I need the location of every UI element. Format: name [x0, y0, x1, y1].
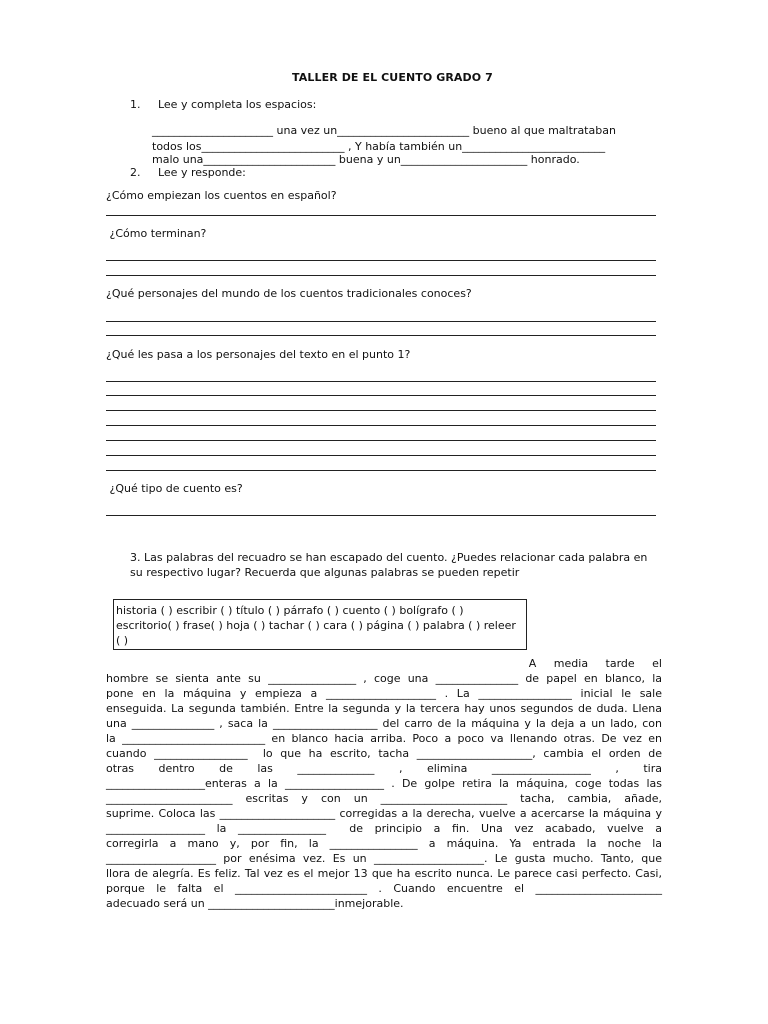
story-line: A media tarde el — [528, 657, 662, 670]
story-line: una _______________ , saca la ___________________ del carro de la máquina y la deja a un lado, con — [106, 717, 662, 730]
q1-fill-line-1: ______________________ una vez un________________________ bueno al que maltrataban — [152, 124, 616, 137]
answer-line — [106, 215, 656, 216]
story-line: porque le falta el ________________________ . Cuando encuentre el _______________________ — [106, 882, 662, 895]
story-line: suprime. Coloca las _____________________ corregidas a la derecha, vuelve a acercarse la máquina y — [106, 807, 662, 820]
answer-line — [106, 321, 656, 322]
story-line: __________________enteras a la __________________ . De golpe retira la máquina, coge todas las — [106, 777, 662, 790]
story-line: cuando _________________ lo que ha escrito, tacha _____________________, cambia el orden de — [106, 747, 662, 760]
answer-line — [106, 335, 656, 336]
story-line: la __________________________ en blanco hacia arriba. Poco a poco va llenando otras. De vez en — [106, 732, 662, 745]
word-box-underline — [113, 649, 223, 650]
story-line: __________________ la ________________ de principio a fin. Una vez acabado, vuelve a — [106, 822, 662, 835]
story-line: enseguida. La segunda también. Entre la segunda y la tercera hay unos segundos de duda. Llena — [106, 702, 662, 715]
story-line: otras dentro de las ______________ , elimina __________________ , tira — [106, 762, 662, 775]
q2-question-1: ¿Cómo empiezan los cuentos en español? — [106, 189, 337, 202]
answer-line — [106, 425, 656, 426]
story-line: _______________________ escritas y con un _______________________ tacha, cambia, añade, — [106, 792, 662, 805]
answer-line — [106, 470, 656, 471]
story-line: corregirla a mano y, por fin, la ________________ a máquina. Ya entrada la noche la — [106, 837, 662, 850]
answer-line — [106, 410, 656, 411]
question-3-heading: 3. Las palabras del recuadro se han escapado del cuento. ¿Puedes relacionar cada palabra en su respectivo lugar? Recuerda que algunas palabras se pueden repetir — [130, 551, 648, 579]
story-line: ____________________ por enésima vez. Es un ____________________. Le gusta mucho. Tanto, que — [106, 852, 662, 865]
story-line: adecuado será un _______________________inmejorable. — [106, 897, 404, 910]
story-text — [106, 656, 662, 911]
answer-line — [106, 260, 656, 261]
q2-question-5: ¿Qué tipo de cuento es? — [106, 482, 243, 495]
q2-question-4: ¿Qué les pasa a los personajes del texto en el punto 1? — [106, 348, 411, 361]
story-line: llora de alegría. Es feliz. Tal vez es el mejor 13 que ha escrito nunca. Le parece casi perfecto. Casi, — [106, 867, 662, 880]
answer-line — [106, 275, 656, 276]
answer-line — [106, 381, 656, 382]
story-line: pone en la máquina y empieza a ____________________ . La _________________ inicial le sale — [106, 687, 662, 700]
question-1-heading: 1. Lee y completa los espacios: — [130, 98, 317, 111]
word-box-underline — [422, 649, 526, 650]
q1-fill-line-2: todos los__________________________ , Y había también un__________________________ — [152, 140, 606, 153]
q1-fill-line-3: malo una________________________ buena y un_______________________ honrado. — [152, 153, 580, 166]
word-box-text: historia ( ) escribir ( ) título ( ) párrafo ( ) cuento ( ) bolígrafo ( ) escritorio( ) frase( ) hoja ( ) tachar ( ) cara ( ) página ( ) palabra ( ) releer ( ) — [116, 604, 516, 647]
q2-question-2: ¿Cómo terminan? — [106, 227, 207, 240]
question-2-heading: 2. Lee y responde: — [130, 166, 246, 179]
answer-line — [106, 455, 656, 456]
story-line: hombre se sienta ante su ________________ , coge una _______________ de papel en blanco, la — [106, 672, 662, 685]
answer-line — [106, 395, 656, 396]
q2-question-3: ¿Qué personajes del mundo de los cuentos tradicionales conoces? — [106, 287, 472, 300]
page-title: TALLER DE EL CUENTO GRADO 7 — [292, 71, 493, 84]
answer-line — [106, 440, 656, 441]
answer-line — [106, 515, 656, 516]
